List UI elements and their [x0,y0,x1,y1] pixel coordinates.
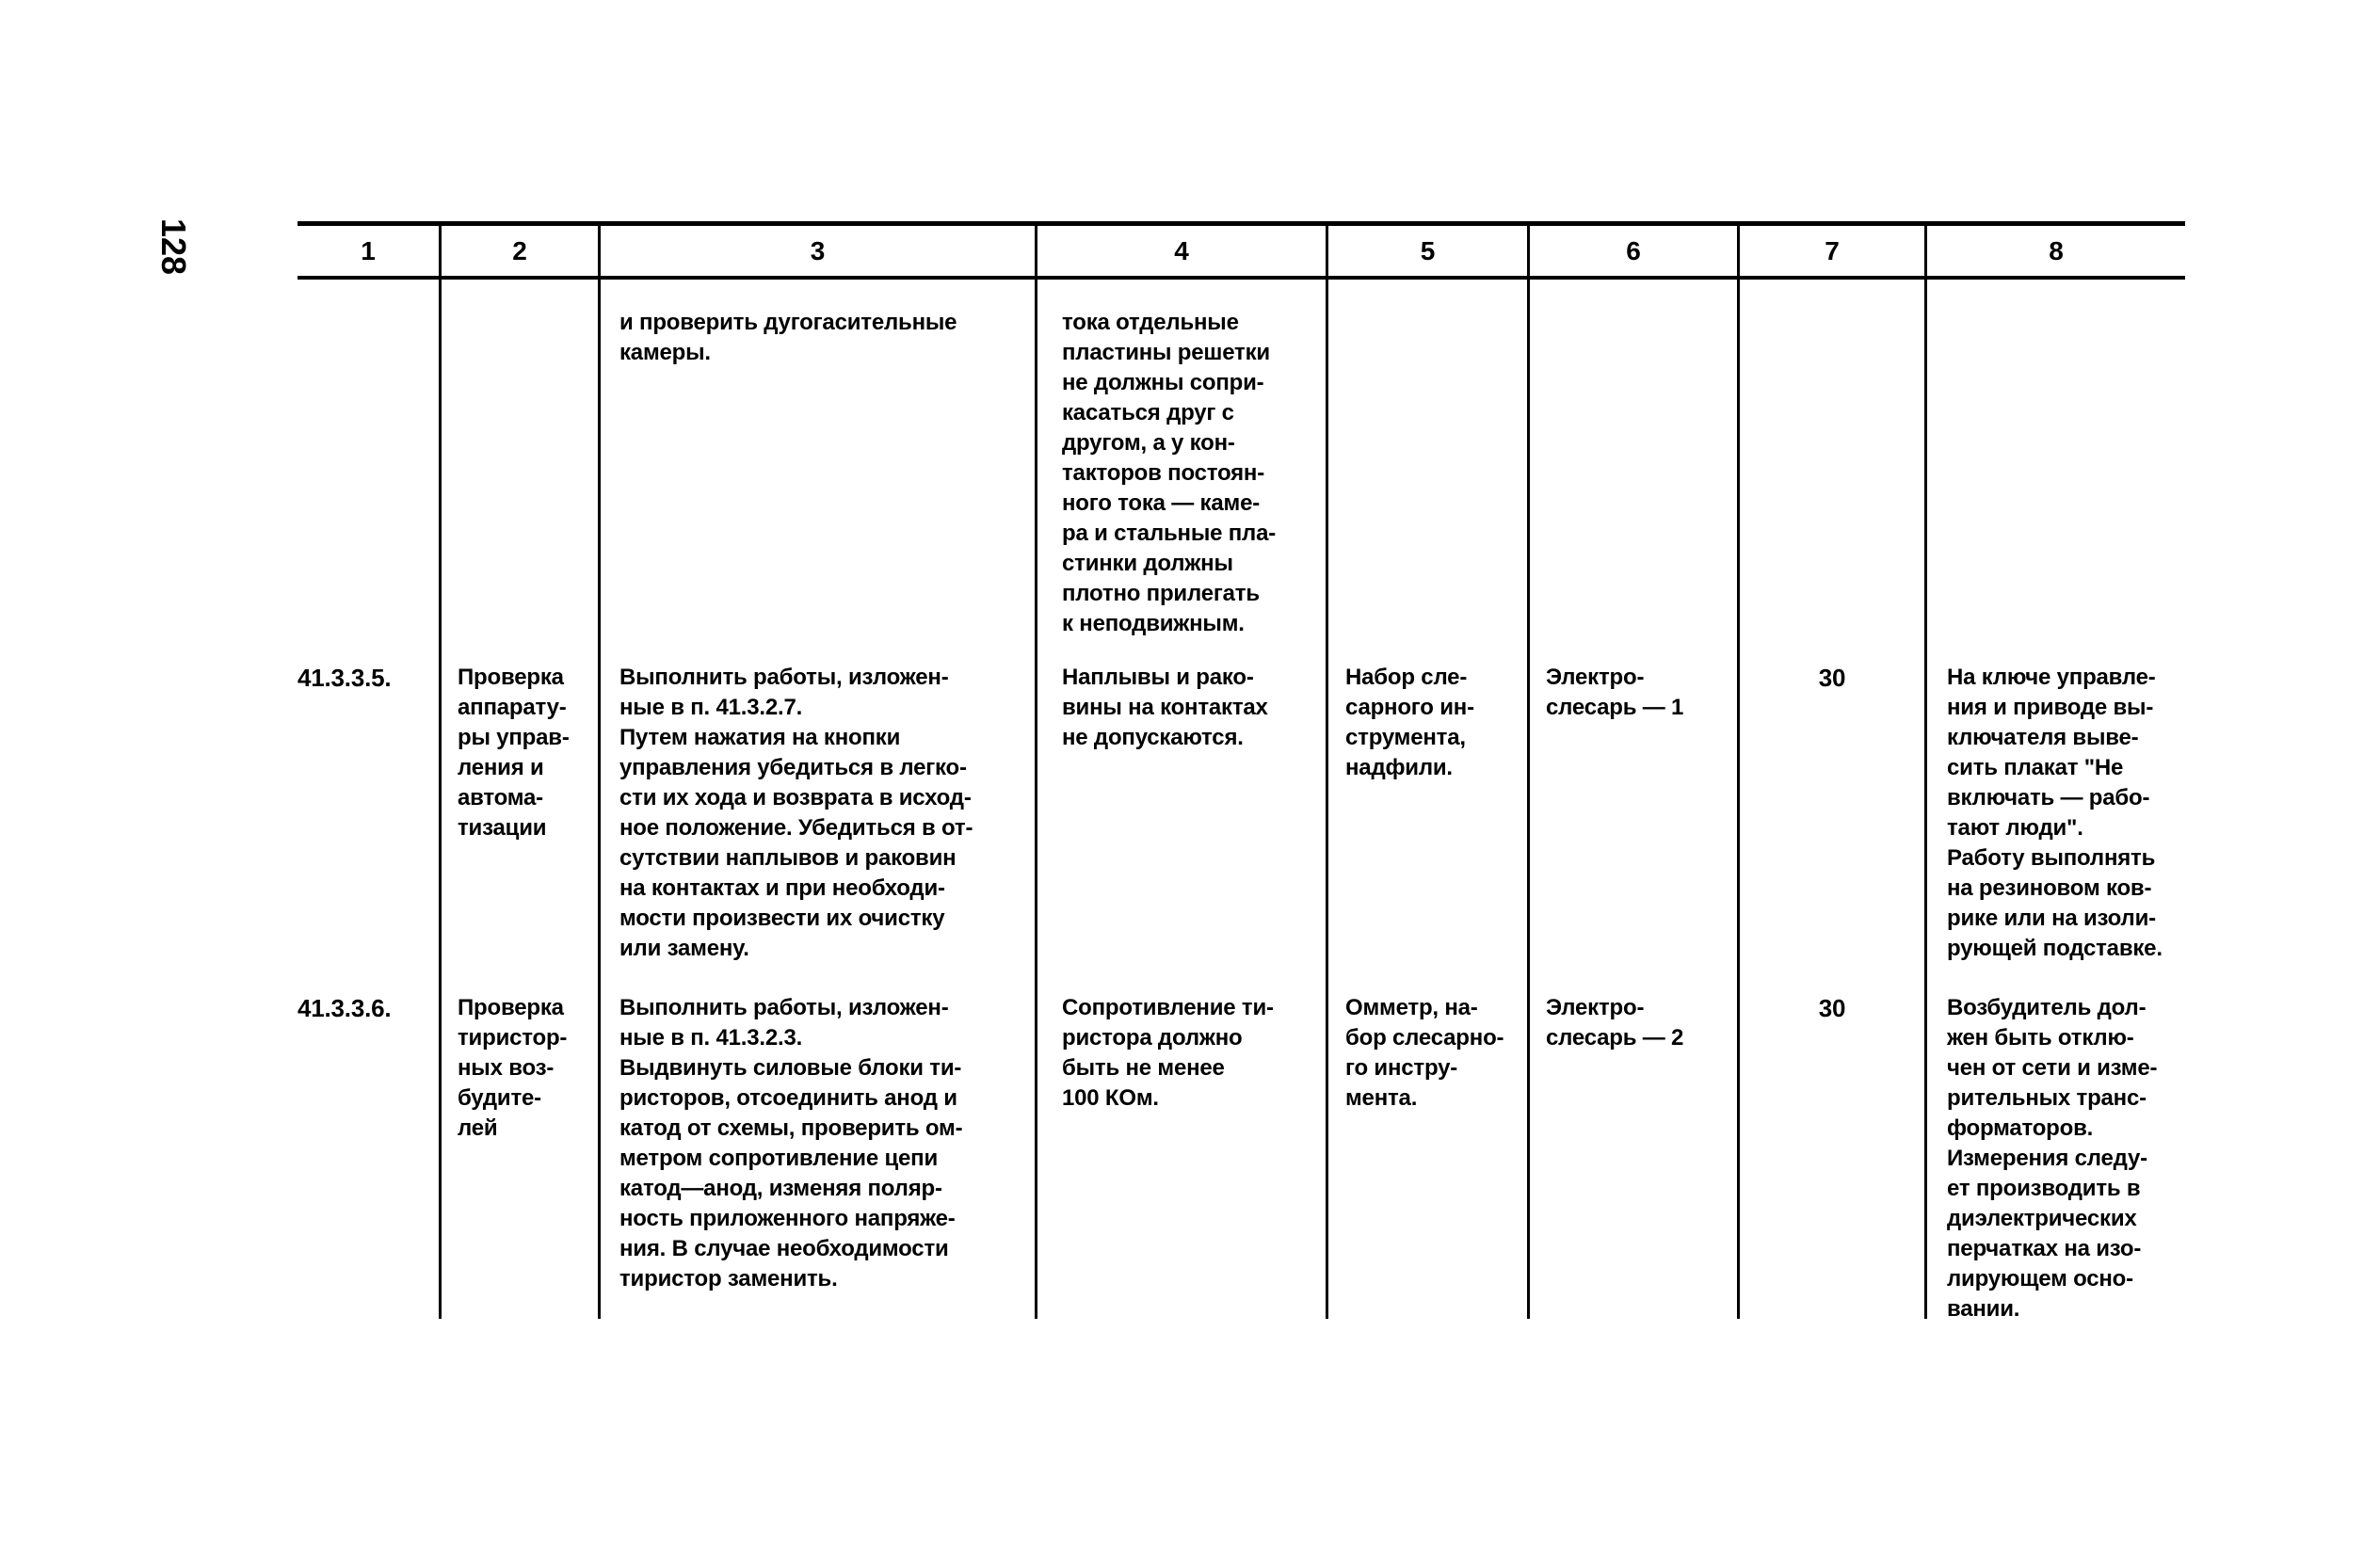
row-1-executor: Электро- слесарь — 1 [1546,665,1684,720]
column-divider [1035,225,1037,1319]
row-1-actions: Выполнить работы, изложен- ные в п. 41.3.2.7. Путем нажатия на кнопки управления убедиться в легко- сти их хода и возврата в исход- ное положение. Убедиться в от- сутствии наплывов и раковин на контактах и при необходи- мости произвести их очистку или замену. [619,665,973,961]
row-2-requirements: Сопротивление ти- ристора должно быть не менее 100 КОм. [1062,995,1274,1111]
row-2-actions: Выполнить работы, изложен- ные в п. 41.3.2.3. Выдвинуть силовые блоки ти- ристоров, отсоединить анод и катод от схемы, проверить ом- метром сопротивление цепи катод—анод, изменяя поляр- ность приложенного напряже- ния. В случае необходимости тиристор заменить. [619,995,963,1291]
continuation-col3: и проверить дугогасительные камеры. [619,310,957,365]
procedure-table [298,219,2185,1321]
header-col-1: 1 [361,236,376,265]
row-2-time: 30 [1818,994,1846,1022]
column-divider [1924,225,1927,1319]
header-col-5: 5 [1420,236,1436,265]
column-divider [598,225,601,1319]
header-col-6: 6 [1626,236,1641,265]
row-1-tools: Набор сле- сарного ин- струмента, надфили. [1345,665,1474,780]
row-2-safety: Возбудитель дол- жен быть отклю- чен от сети и изме- рительных транс- форматоров. Измерения следу- ет производить в диэлектрических перчатках на изо- лирующем осно- вании. [1947,995,2158,1322]
header-col-3: 3 [810,236,826,265]
column-divider [1527,225,1530,1319]
row-2-executor: Электро- слесарь — 2 [1546,995,1684,1051]
column-divider [1737,225,1740,1319]
row-2-title: Проверка тиристор- ных воз- будите- лей [458,995,568,1141]
row-1-time: 30 [1818,664,1846,692]
row-1-requirements: Наплывы и рако- вины на контактах не допускаются. [1062,665,1268,750]
header-col-2: 2 [512,236,527,265]
continuation-col4: тока отдельные пластины решетки не должны сопри- касаться друг с другом, а у кон- такторов постоян- ного тока — каме- ра и стальные пла- стинки должны плотно прилегать к неподвижным. [1062,310,1277,636]
header-col-7: 7 [1825,236,1840,265]
column-divider [439,225,442,1319]
header-col-8: 8 [2049,236,2064,265]
table-top-rule [298,221,2185,226]
row-2-number: 41.3.3.6. [298,994,392,1022]
row-1-title: Проверка аппарату- ры управ- ления и автома- тизации [458,665,570,841]
page-number: 128 [154,218,193,276]
row-1-safety: На ключе управле- ния и приводе вы- ключателя выве- сить плакат "Не включать — рабо- тают люди". Работу выполнять на резиновом ков- рике или на изоли- рующей подставке. [1947,665,2163,961]
row-1-number: 41.3.3.5. [298,664,392,692]
column-divider [1326,225,1328,1319]
header-col-4: 4 [1174,236,1189,265]
row-2-tools: Омметр, на- бор слесарно- го инстру- мента. [1345,995,1504,1111]
table-header-rule [298,276,2185,280]
